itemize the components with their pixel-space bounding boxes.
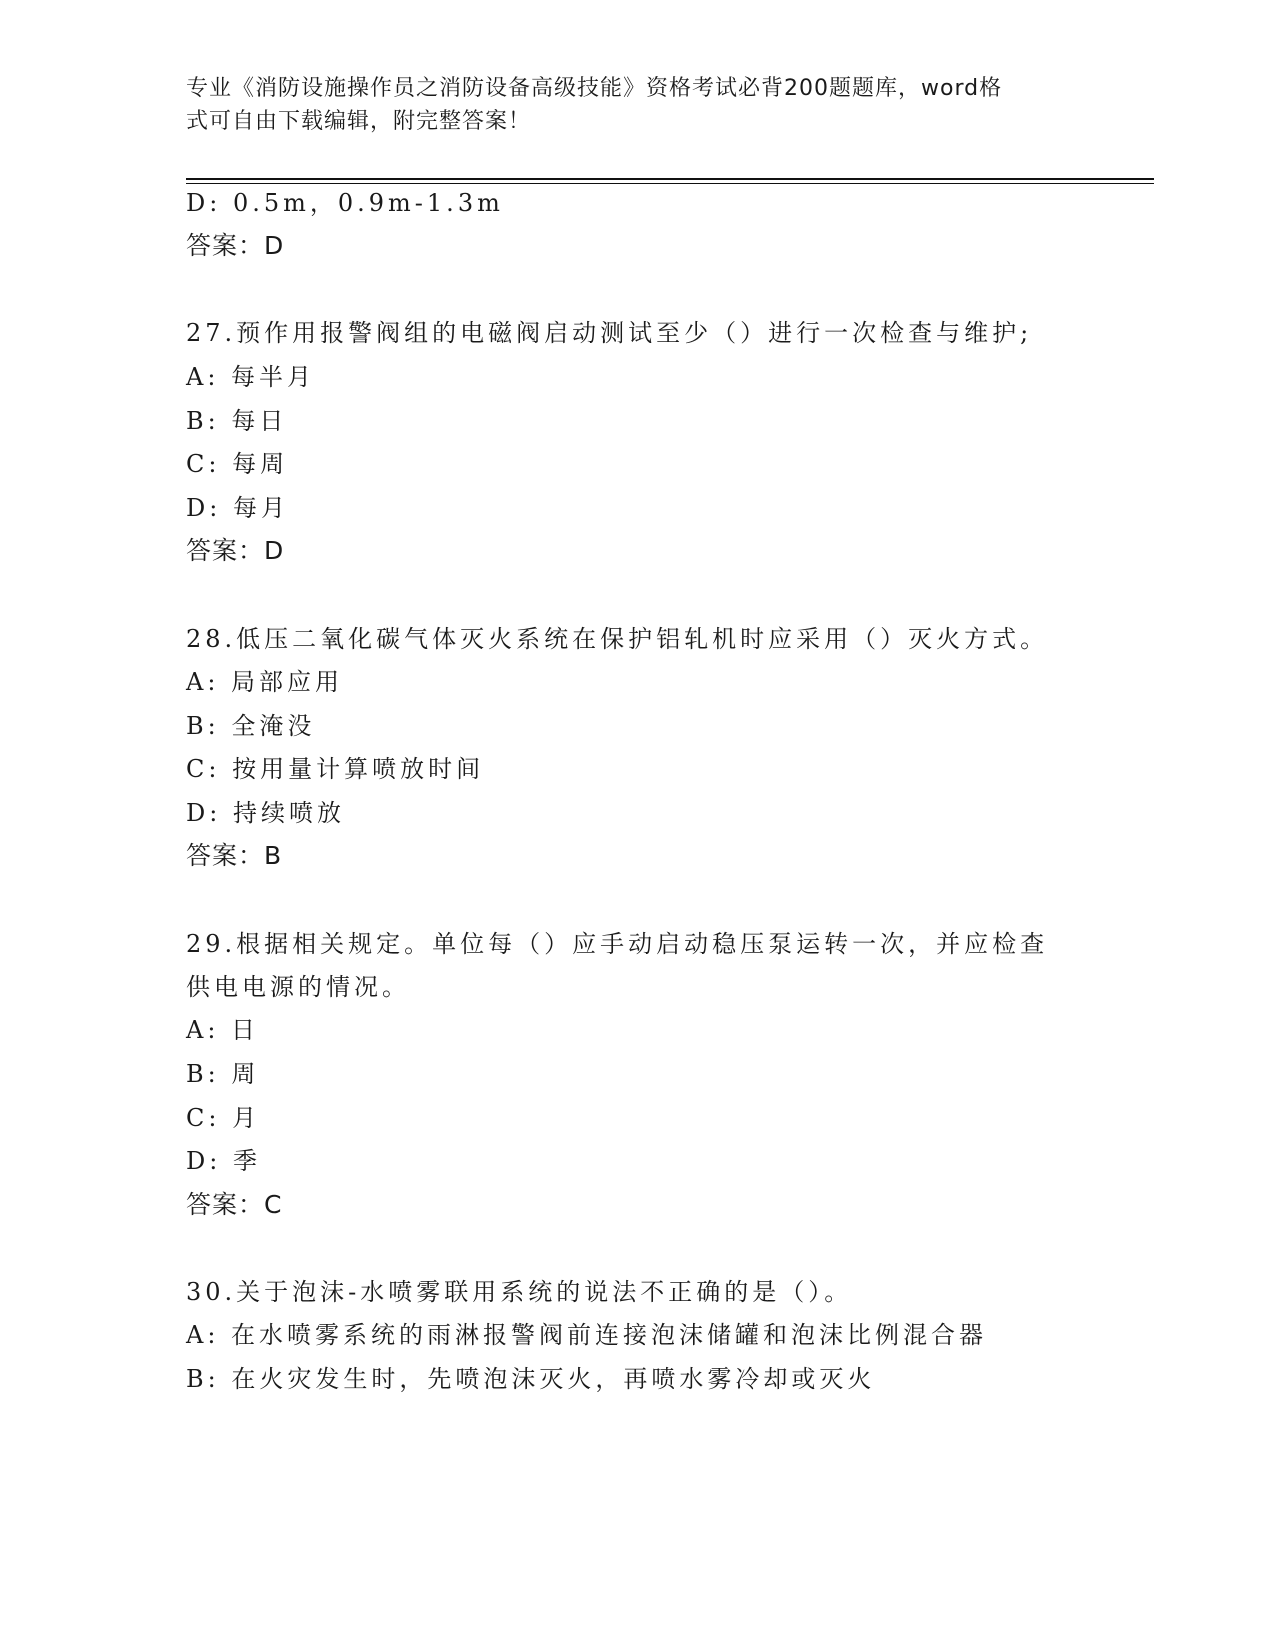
q28-option-d: D: 持续喷放	[186, 799, 345, 827]
q28-answer: 答案：B	[186, 841, 283, 870]
q30-text: 30.关于泡沫-水喷雾联用系统的说法不正确的是（）。	[186, 1278, 853, 1306]
q29-text-line-1: 29.根据相关规定。单位每（）应手动启动稳压泵运转一次，并应检查	[186, 930, 1049, 958]
q27-answer: 答案：D	[186, 536, 285, 565]
header-line-2: 式可自由下载编辑，附完整答案！	[186, 109, 532, 134]
q29-text-line-2: 供电电源的情况。	[186, 973, 410, 1001]
q28-option-c: C: 按用量计算喷放时间	[186, 755, 485, 783]
q30-option-b: B: 在火灾发生时，先喷泡沫灭火，再喷水雾冷却或灭火	[186, 1365, 876, 1393]
prev-answer: 答案：D	[186, 231, 285, 260]
q27-option-c: C: 每周	[186, 450, 289, 478]
q29-option-c: C: 月	[186, 1104, 261, 1132]
header-divider-thin	[186, 183, 1154, 184]
q27-option-d: D: 每月	[186, 494, 289, 522]
header-divider-thick	[186, 178, 1154, 180]
q29-option-b: B: 周	[186, 1060, 260, 1088]
header-line-1: 专业《消防设施操作员之消防设备高级技能》资格考试必背200题题库，word格	[186, 76, 1003, 101]
q27-option-a: A: 每半月	[186, 363, 316, 391]
q28-option-a: A: 局部应用	[186, 668, 344, 696]
q29-option-a: A: 日	[186, 1016, 260, 1044]
q27-option-b: B: 每日	[186, 407, 288, 435]
q28-text: 28.低压二氧化碳气体灭火系统在保护铝轧机时应采用（）灭火方式。	[186, 625, 1049, 653]
q28-option-b: B: 全淹没	[186, 712, 316, 740]
document-header	[186, 72, 1066, 138]
prev-option-d: D: 0.5m，0.9m-1.3m	[186, 189, 504, 217]
q29-answer: 答案：C	[186, 1190, 283, 1219]
q27-text: 27.预作用报警阀组的电磁阀启动测试至少（）进行一次检查与维护;	[186, 319, 1033, 347]
q29-option-d: D: 季	[186, 1147, 261, 1175]
q30-option-a: A: 在水喷雾系统的雨淋报警阀前连接泡沫储罐和泡沫比例混合器	[186, 1321, 988, 1349]
